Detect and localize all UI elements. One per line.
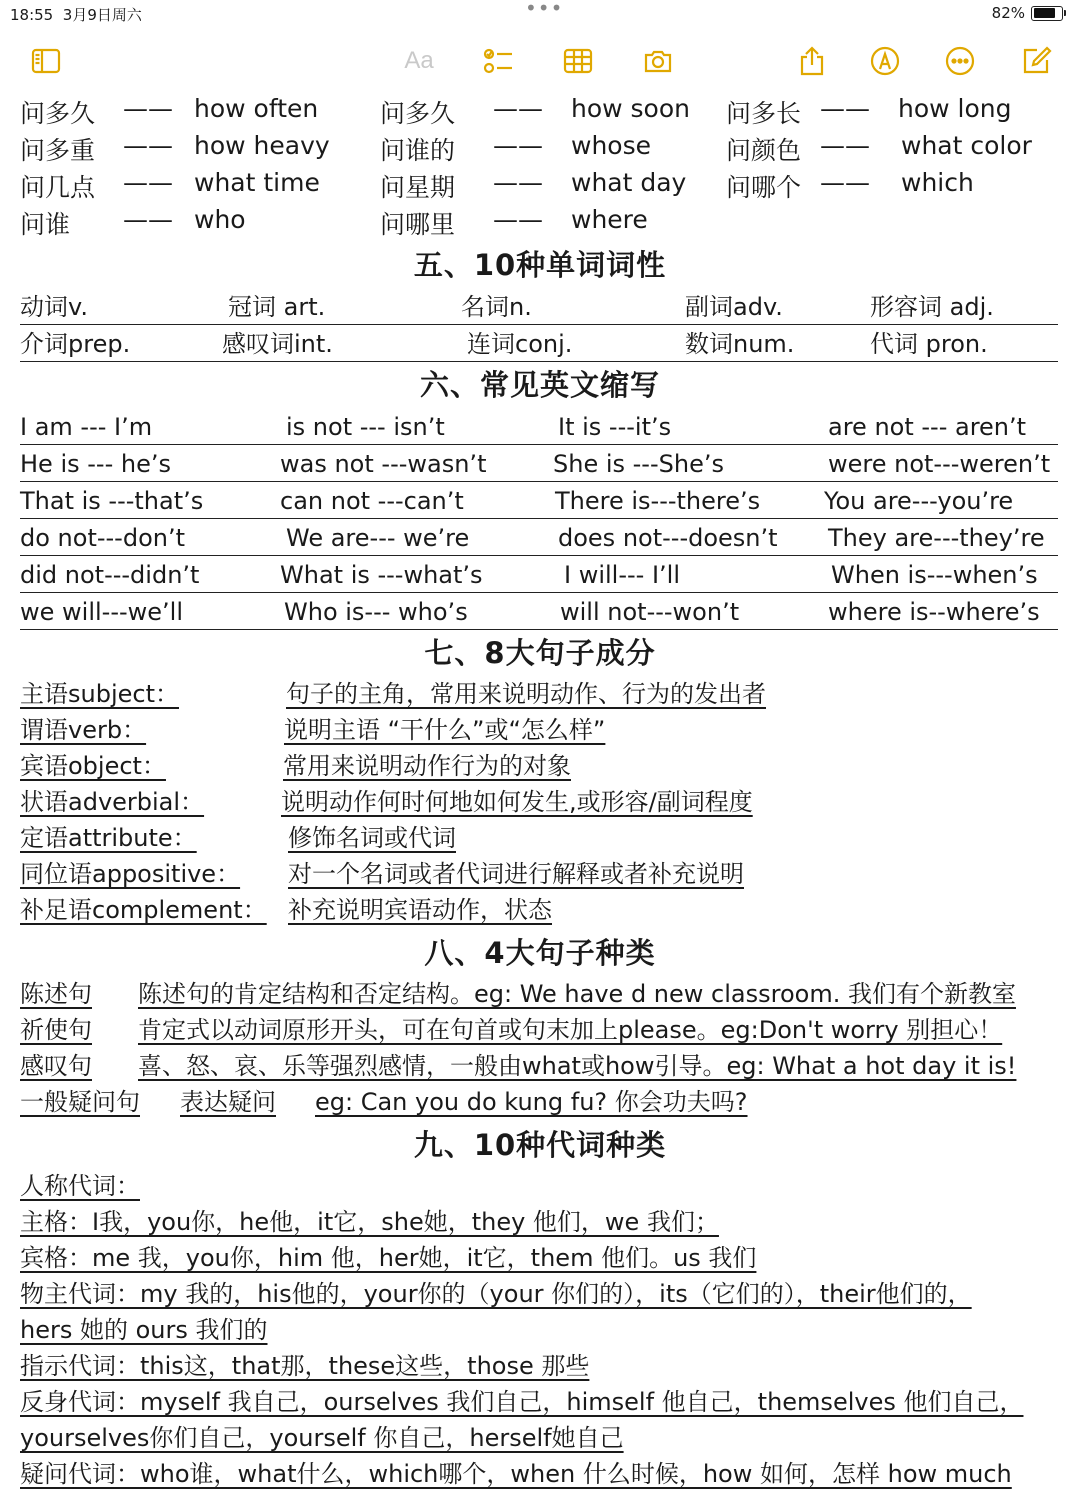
pronoun-line: 主格：I我，you你，he他，it它，she她，they 他们，we 我们； — [20, 1208, 719, 1236]
status-bar — [0, 0, 1080, 28]
sentence-component-row: 补足语complement： 补充说明宾语动作，状态 — [20, 896, 552, 924]
markup-icon[interactable] — [868, 44, 902, 78]
pronoun-line: 物主代词：my 我的，his他的，your你的（your 你们的），its（它们的），their他们的， — [20, 1280, 972, 1308]
sentence-type-row: 陈述句 陈述句的肯定结构和否定结构。eg: We have d new classroom. 我们有个新教室 — [20, 980, 1016, 1008]
pronoun-line: yourselves你们自己，yourself 你自己，herself她自己 — [20, 1424, 624, 1452]
contraction-row: did not---didn’t What is ---what’s I will--- I’ll When is---when’s — [20, 556, 1058, 593]
table-icon[interactable] — [561, 44, 595, 78]
sentence-component-row: 谓语verb： 说明主语 “干什么”或“怎么样” — [20, 716, 606, 744]
section-heading: 九、10种代词种类 — [413, 1128, 667, 1162]
pronoun-line: 指示代词：this这，that那，these这些，those 那些 — [20, 1352, 590, 1380]
contraction-row: we will---we’ll Who is--- who’s will not---won’t where is--where’s — [20, 593, 1058, 630]
checklist-icon[interactable] — [481, 44, 515, 78]
camera-icon[interactable] — [641, 44, 675, 78]
contraction-row: I am --- I’m is not --- isn’t It is ---it’s are not --- aren’t — [20, 408, 1058, 445]
question-row: 问几点 —— what time 问星期 —— what day 问哪个 —— which — [20, 168, 974, 202]
section-heading: 五、10种单词词性 — [413, 248, 667, 282]
question-row: 问多久 —— how often 问多久 —— how soon 问多长 —— how long — [20, 94, 1012, 128]
notes-toolbar — [0, 36, 1080, 86]
parts-of-speech-row: 动词v. 冠词 art. 名词n. 副词adv. 形容词 adj. — [20, 288, 1058, 325]
battery-icon — [1031, 6, 1063, 21]
question-row: 问多重 —— how heavy 问谁的 —— whose 问颜色 —— what color — [20, 131, 1032, 165]
more-icon[interactable] — [943, 44, 977, 78]
pronoun-line: 疑问代词：who谁，what什么，which哪个，when 什么时候，how 如何，怎样 how much — [20, 1460, 1012, 1488]
contraction-row: do not---don’t We are--- we’re does not---doesn’t They are---they’re — [20, 519, 1058, 556]
sentence-component-row: 主语subject： 句子的主角，常用来说明动作、行为的发出者 — [20, 680, 766, 708]
section-heading: 六、常见英文缩写 — [419, 368, 660, 402]
battery-percent: 82% — [991, 4, 1025, 22]
status-time: 18:55 3月9日周六 — [10, 6, 142, 24]
sidebar-icon[interactable] — [29, 44, 63, 78]
text-format-icon[interactable]: Aa — [404, 47, 434, 74]
note-body[interactable] — [0, 94, 1080, 1492]
sentence-type-row: 感叹句 喜、怒、哀、乐等强烈感情，一般由what或how引导。eg: What a hot day it is! — [20, 1052, 1017, 1080]
multitasking-dots[interactable]: ••• — [525, 0, 564, 20]
share-icon[interactable] — [795, 44, 829, 78]
battery-indicator — [992, 4, 1066, 22]
sentence-component-row: 定语attribute： 修饰名词或代词 — [20, 824, 456, 852]
compose-icon[interactable] — [1019, 44, 1053, 78]
question-row: 问谁 —— who 问哪里 —— where — [20, 205, 648, 239]
sentence-component-row: 状语adverbial： 说明动作何时何地如何发生,或形容/副词程度 — [20, 788, 753, 816]
sentence-type-row: 祈使句 肯定式以动词原形开头，可在句首或句末加上please。eg:Don't worry 别担心！ — [20, 1016, 1003, 1044]
parts-of-speech-row: 介词prep. 感叹词int. 连词conj. 数词num. 代词 pron. — [20, 325, 1058, 362]
pronoun-line: 人称代词： — [20, 1172, 140, 1200]
pronoun-line: 反身代词：myself 我自己，ourselves 我们自己，himself 他自己，themselves 他们自己， — [20, 1388, 1024, 1416]
question-words-table — [0, 94, 1080, 242]
sentence-component-row: 同位语appositive： 对一个名词或者代词进行解释或者补充说明 — [20, 860, 744, 888]
sentence-component-row: 宾语object： 常用来说明动作行为的对象 — [20, 752, 571, 780]
section-heading: 八、4大句子种类 — [424, 936, 656, 970]
sentence-type-row: 一般疑问句 表达疑问 eg: Can you do kung fu? 你会功夫吗? — [20, 1088, 748, 1116]
section-heading: 七、8大句子成分 — [424, 636, 656, 670]
contraction-row: That is ---that’s can not ---can’t There is---there’s You are---you’re — [20, 482, 1058, 519]
pronoun-line: 宾格：me 我，you你，him 他，her她，it它，them 他们。us 我们 — [20, 1244, 757, 1272]
contraction-row: He is --- he’s was not ---wasn’t She is ---She’s were not---weren’t — [20, 445, 1058, 482]
pronoun-line: hers 她的 ours 我们的 — [20, 1316, 268, 1344]
